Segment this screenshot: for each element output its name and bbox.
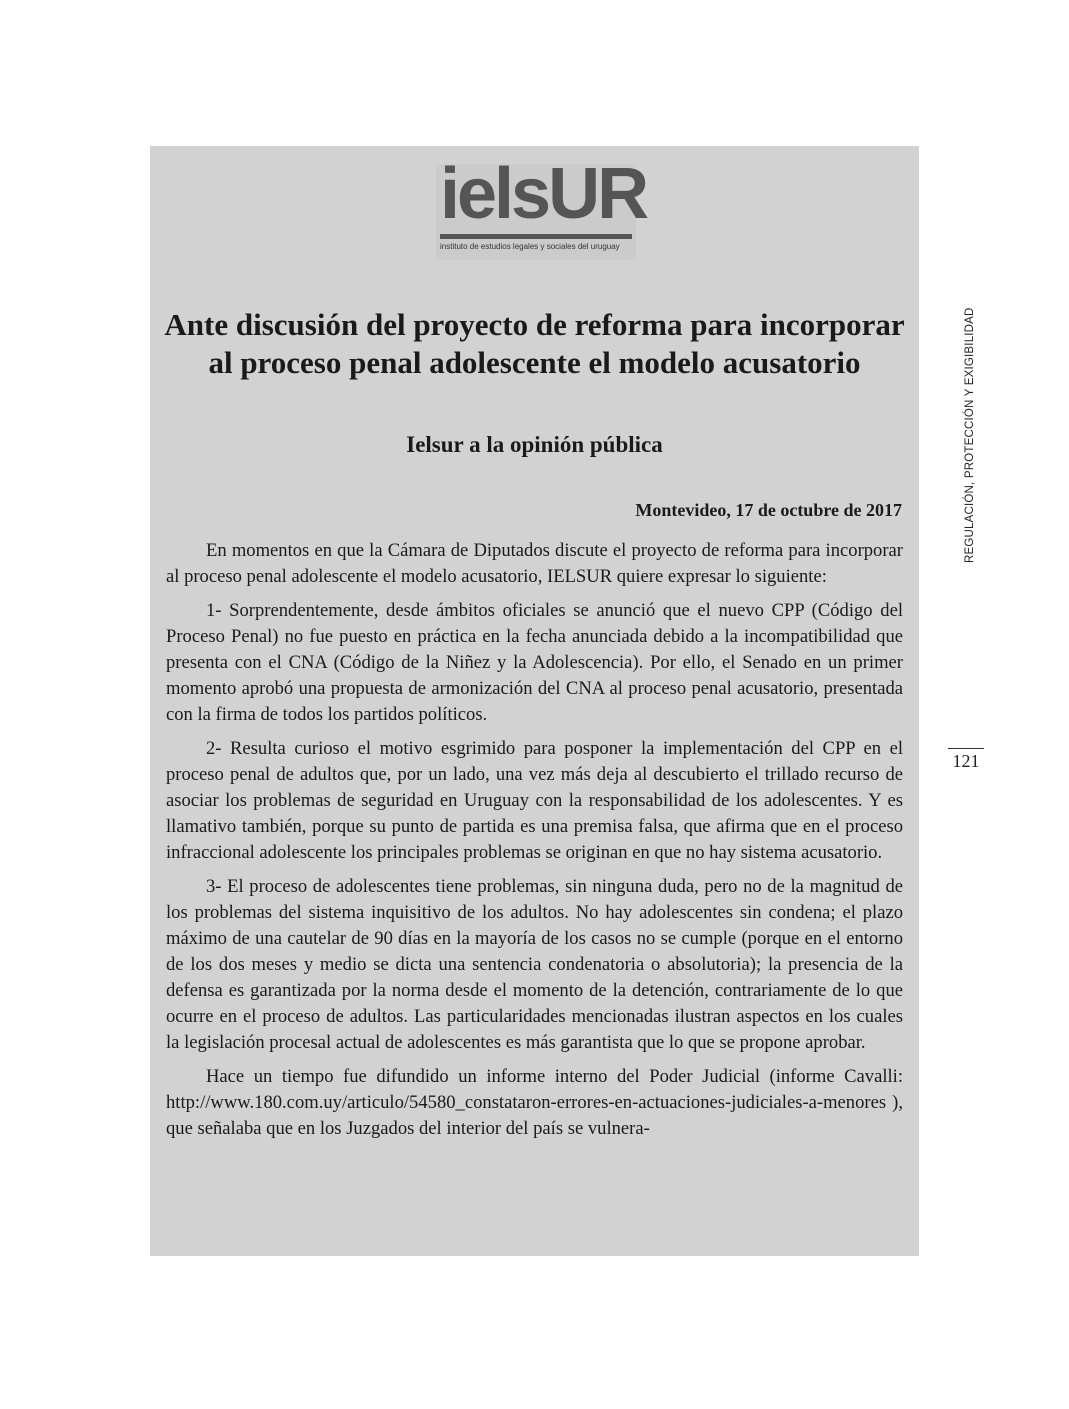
paragraph-1: 1- Sorprendentemente, desde ámbitos oficiales se anunció que el nuevo CPP (Código del Proceso Penal) no fue puesto en práctica en la fecha anunciada debido a la incompatibilidad que presenta con el CNA (Código de la Niñez y la Adolescencia). Por ello, el Senado en un primer momento aprobó una propuesta de armonización del CNA al proceso penal acusatorio, presentada con la firma de todos los partidos políticos. (166, 600, 903, 725)
page-number: 121 (952, 751, 980, 771)
page-number-rule (948, 748, 984, 749)
body-text (166, 538, 903, 1150)
paragraph-3: 3- El proceso de adolescentes tiene problemas, sin ninguna duda, pero no de la magnitud de los problemas del sistema inquisitivo de los adultos. No hay adolescentes sin condena; el plazo máximo de una cautelar de 90 días en la mayoría de los casos no se cumple (porque en el entorno de los dos meses y medio se dicta una sentencia condenatoria o absolutoria); la presencia de la defensa es garantizada por la norma desde el momento de la detención, contrariamente de lo que ocurre en el proceso de adultos. Las particularidades mencionadas ilustran aspectos en los cuales la legislación procesal actual de adolescentes es más garantista que lo que se propone aprobar. (166, 876, 903, 1053)
logo-bar (440, 234, 632, 239)
document-subtitle: Ielsur a la opinión pública (406, 432, 663, 457)
logo-word: ielsUR (440, 154, 647, 234)
document-panel (150, 146, 919, 1256)
logo-tagline: instituto de estudios legales y sociales del uruguay (440, 242, 620, 251)
document-title: Ante discusión del proyecto de reforma para incorporar al proceso penal adolescente el modelo acusatorio (164, 307, 905, 380)
ielsur-logo (436, 154, 647, 260)
date-line: Montevideo, 17 de octubre de 2017 (635, 500, 902, 520)
paragraph-2: 2- Resulta curioso el motivo esgrimido para posponer la implementación del CPP en el proceso penal de adultos que, por un lado, una vez más deja al descubierto el trillado recurso de asociar los problemas de seguridad en Uruguay con la responsabilidad de los adolescentes. Y es llamativo también, porque su punto de partida es una premisa falsa, que afirma que en el proceso infraccional adolescente los principales problemas se originan en que no hay sistema acusatorio. (166, 738, 903, 863)
section-side-label: REGULACIÓN, PROTECCIÓN Y EXIGIBILIDAD (964, 307, 976, 563)
paragraph-intro: En momentos en que la Cámara de Diputados discute el proyecto de reforma para incorporar al proceso penal adolescente el modelo acusatorio, IELSUR quiere expresar lo siguiente: (166, 540, 903, 587)
paragraph-4: Hace un tiempo fue difundido un informe interno del Poder Judicial (informe Cavalli: http://www.180.com.uy/articulo/54580_constataron-errores-en-actuaciones-judiciales-a-menores ), que señalaba que en los Juzgados del interior del país se vulnera- (166, 1066, 903, 1139)
